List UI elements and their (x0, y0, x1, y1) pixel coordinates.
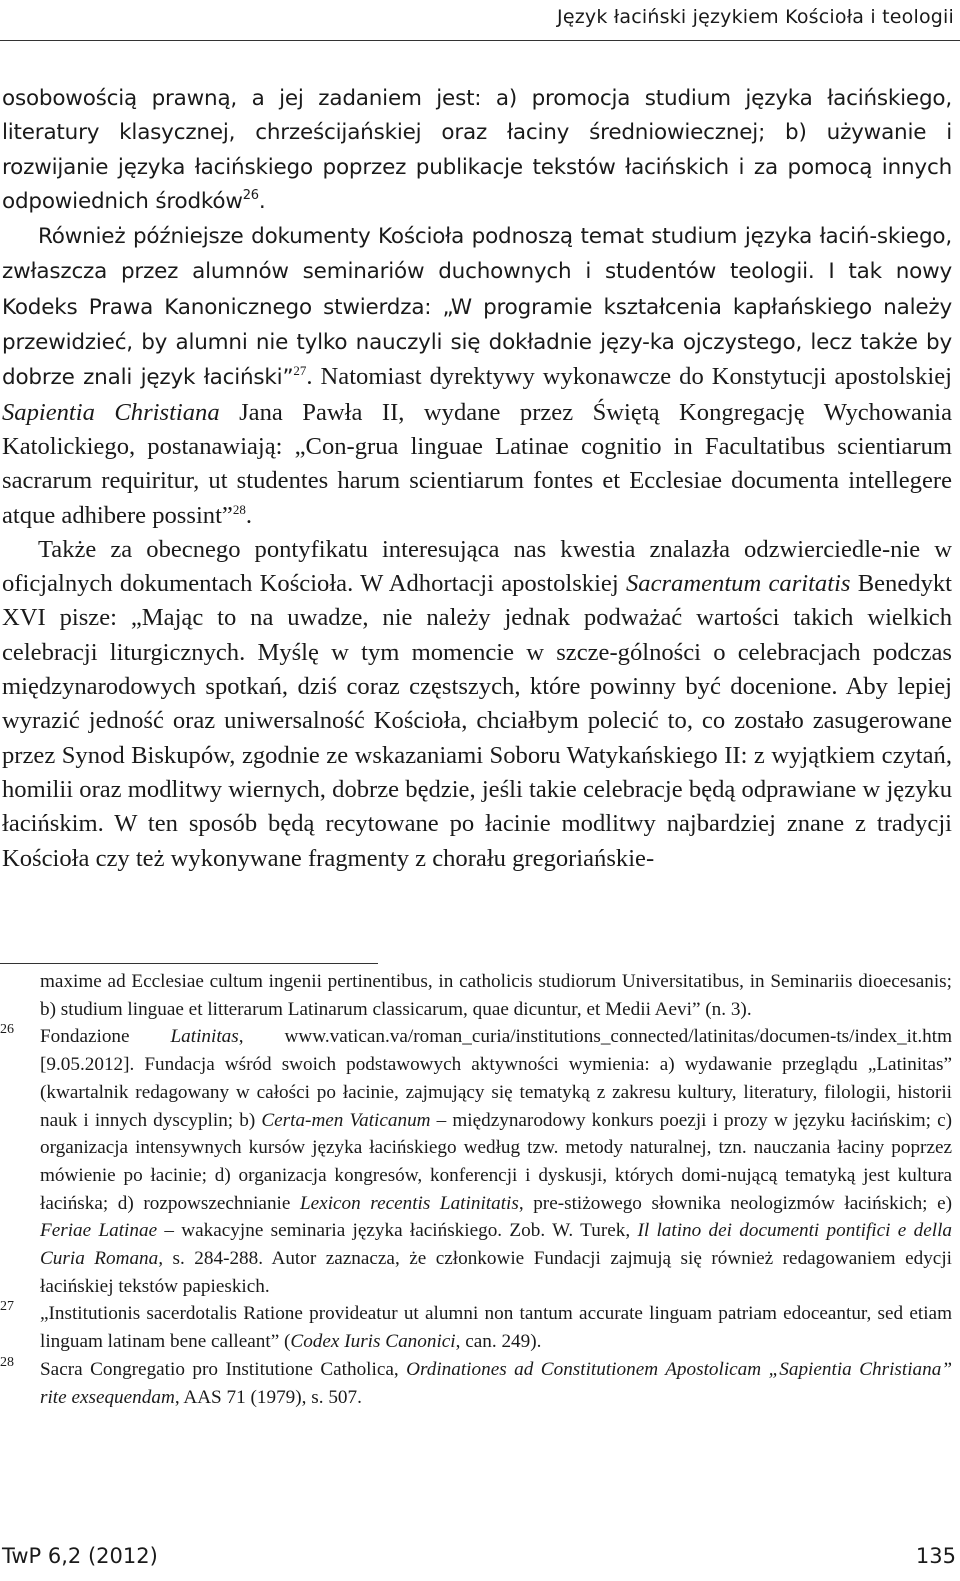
running-header: Język łaciński językiem Kościoła i teologii (557, 6, 954, 28)
footnote-26-italic: Lexicon recentis Latinitatis (299, 1192, 519, 1214)
footnote-27-italic: Codex Iuris Canonici (290, 1331, 456, 1353)
footnote-26-text: – wakacyjne seminaria języka łacińskiego. Zob. W. Turek, (157, 1220, 638, 1242)
footnotes (0, 968, 952, 1411)
paragraph-1-end: . (258, 188, 266, 214)
header-rule (0, 40, 960, 41)
paragraph-3-text-a: Także za obecnego pontyfikatu interesująca nas kwestia znalazła odzwierciedle-nie w oficjalnych dokumentach Kościoła. W Adhortacji apostolskiej (2, 535, 952, 598)
footnote-26-text: , pre-stiżowego słownika neologizmów łacińskich; e) (518, 1192, 952, 1214)
footnote-28-text: Sacra Congregatio pro Institutione Catholica, (40, 1358, 407, 1380)
paragraph-3-text-b: Benedykt XVI pisze: „Mając to na uwadze, nie należy jednak podważać wartości takich wielkich celebracji liturgicznych. Myślę w tym momencie w szcze-gólności o celebracjach podczas międzynarodowych spotkań, dziś coraz częstszych, które powinny być docenione. Aby lepiej wyrazić jedność oraz uniwersalność Kościoła, chciałbym polecić to, co zostało zasugerowane przez Synod Biskupów, zgodnie ze wskazaniami Soboru Watykańskiego II: z wyjątkiem czytań, homilii oraz modlitwy wiernych, dobrze będzie, jeśli takie celebracje będą odprawiane w języku łacińskim. W ten sposób będą recytowane po łacinie modlitwy najbardziej znane z tradycji Kościoła czy też wykonywane fragmenty z chorału gregoriańskie- (2, 570, 952, 872)
footnote-continuation-text: maxime ad Ecclesiae cultum ingenii pertinentibus, in catholicis studiorum Universitatibus, in Seminariis dioecesanis; b) studium linguae et litterarum Latinarum classicarum, quae dicuntur, et Medii Aevi” (n. 3). (40, 971, 952, 1020)
footnote-28-italic: Ordinationes ad Constitutionem Apostolicam „Sapientia Christiana” rite exsequendam (40, 1358, 952, 1408)
footnote-26-text: s. 284-288. Autor zaznacza, że członkowie Fundacji zajmują się również redagowaniem edycji łacińskiej tekstów papieskich. (40, 1248, 952, 1297)
footnote-26-text: , www.vatican.va/roman_curia/institutions_connected/latinitas/documen-ts/index_it.htm [9.05.2012]. Fundacja wśród swoich podstawowych aktywności wymienia: a) wydawanie przeglądu „Latinitas” (kwartalnik redagowany w całości po łacinie, zajmujący się tematyką z zakresu kultury, literatury, filologii, historii nauk i innych dyscyplin; b) (40, 1026, 952, 1131)
footnote-26-text: – międzynarodowy konkurs poezji i prozy w języku łacińskim; c) organizacja intensywnych kursów języka łacińskiego według tzw. metody naturalnej, tzn. nauczania łaciny poprzez mówienie po łacinie; d) organizacja kongresów, konferencji i dyskusji, których domi-nującą tematyką jest kultura łacińska; d) rozpowszechnianie (40, 1109, 953, 1214)
footnote-27-number: 27 (0, 1299, 14, 1315)
paragraph-2-text-a: Również późniejsze dokumenty Kościoła podnoszą temat studium języka łaciń-skiego, zwłaszcza przez alumnów seminariów duchownych i studentów teologii. I tak nowy Kodeks Prawa Kanonicznego stwierdza: „W programie kształcenia kapłańskiego należy przewidzieć, by alumni nie tylko nauczyli się dokładnie języ-ka ojczystego, lecz także by dobrze znali język łaciński” (2, 224, 952, 391)
footnote-27-text: „Institutionis sacerdotalis Ratione provideatur ut alumni non tantum accurate linguam patriam edoceantur, sed etiam linguam latinam bene calleant” ( (40, 1303, 952, 1353)
page-number: 135 (915, 1544, 956, 1568)
footnote-ref-28[interactable]: 28 (232, 501, 246, 517)
footnote-26-text: Fondazione (40, 1026, 171, 1048)
paragraph-2-end: . (245, 501, 252, 529)
paragraph-2-title: Sapientia Christiana (2, 398, 220, 426)
paragraph-2-text-b: . Natomiast dyrektywy wykonawcze do Konstytucji apostolskiej (306, 363, 952, 391)
paragraph-2 (2, 219, 952, 533)
footnote-26-italic: Il latino dei documenti pontifici e della Curia Romana, (40, 1220, 952, 1270)
footnote-ref-26[interactable]: 26 (242, 187, 259, 203)
footnote-ref-27[interactable]: 27 (293, 363, 307, 379)
main-text (2, 82, 952, 876)
footnote-27-text: , can. 249). (455, 1331, 542, 1353)
footnote-28-text: , AAS 71 (1979), s. 507. (174, 1386, 362, 1408)
footnote-26 (0, 1023, 952, 1300)
footnote-26-italic: Certa-men Vaticanum (261, 1109, 431, 1131)
footnote-26-number: 26 (0, 1022, 14, 1038)
paragraph-1-text: osobowością prawną, a jej zadaniem jest: a) promocja studium języka łacińskiego, literatury klasycznej, chrześcijańskiej oraz łaciny średniowiecznej; b) używanie i rozwijanie języka łacińskiego poprzez publikacje tekstów łacińskich i za pomocą innych odpowiednich środków (2, 86, 952, 214)
footnote-27 (0, 1300, 952, 1355)
footnote-continuation (0, 968, 952, 1023)
journal-citation: TwP 6,2 (2012) (2, 1544, 158, 1568)
footnote-28 (0, 1356, 952, 1411)
footnote-rule (0, 963, 378, 964)
paragraph-2-text-c: Jana Pawła II, wydane przez Świętą Kongregację Wychowania Katolickiego, postanawiają: „Con-grua linguae Latinae cognitio in Facultatibus scientiarum sacrarum requiritur, ut studentes harum scientiarum fontes et Ecclesiae documenta intellegere atque adhibere possint” (2, 398, 952, 529)
paragraph-1 (2, 82, 952, 219)
paragraph-3 (2, 533, 952, 876)
footnote-26-italic: Latinitas (170, 1026, 239, 1048)
footnote-26-italic: Feriae Latinae (40, 1220, 158, 1242)
footnote-28-number: 28 (0, 1354, 14, 1370)
paragraph-3-title: Sacramentum caritatis (625, 570, 851, 598)
